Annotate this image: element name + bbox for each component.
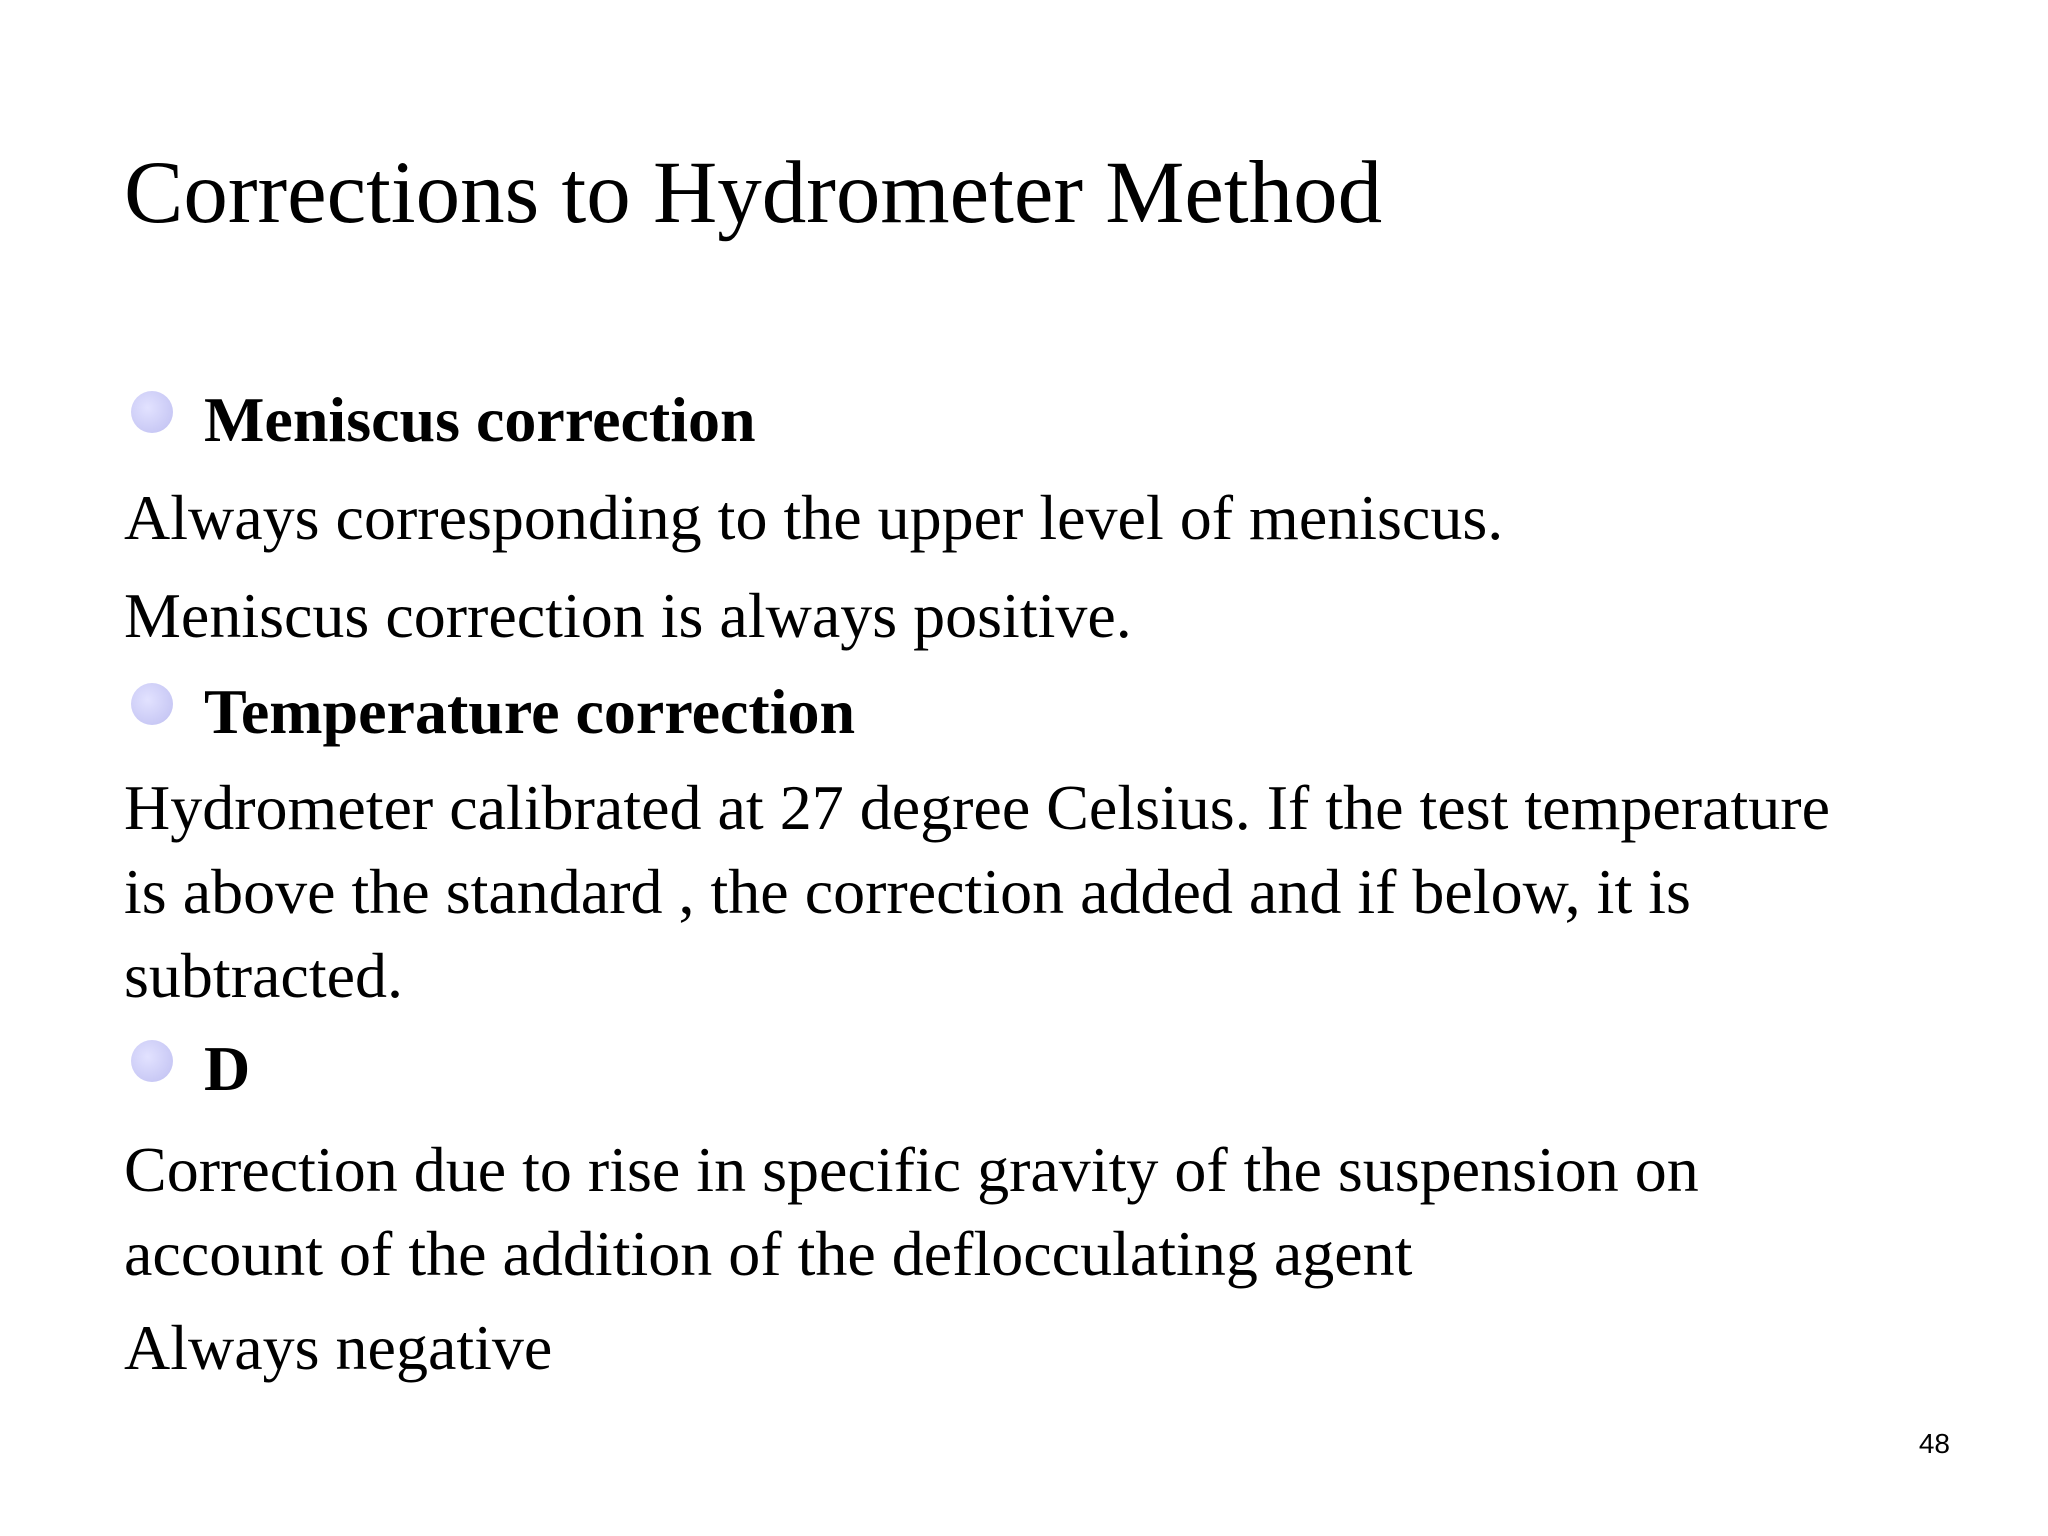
bullet-circle-icon	[131, 683, 173, 725]
section-paragraph: Meniscus correction is always positive.	[124, 580, 1132, 651]
section-paragraph: Always negative	[124, 1312, 553, 1383]
slide-title: Corrections to Hydrometer Method	[124, 144, 1383, 242]
section-paragraph: Always corresponding to the upper level of meniscus.	[124, 482, 1504, 553]
section-heading-label: D	[204, 1033, 251, 1104]
bullet-circle-icon	[131, 391, 173, 433]
section-heading-label: Temperature correction	[204, 676, 856, 747]
bullet-circle-icon	[131, 1040, 173, 1082]
section-heading-label: Meniscus correction	[204, 384, 756, 455]
page-number: 48	[1918, 1428, 1950, 1459]
section-paragraph: Correction due to rise in specific gravity of the suspension on account of the addition of the deflocculating agent	[124, 1134, 1699, 1289]
section-paragraph: Hydrometer calibrated at 27 degree Celsius. If the test temperature is above the standard , the correction added and if below, it is subtracted.	[124, 772, 1830, 1011]
